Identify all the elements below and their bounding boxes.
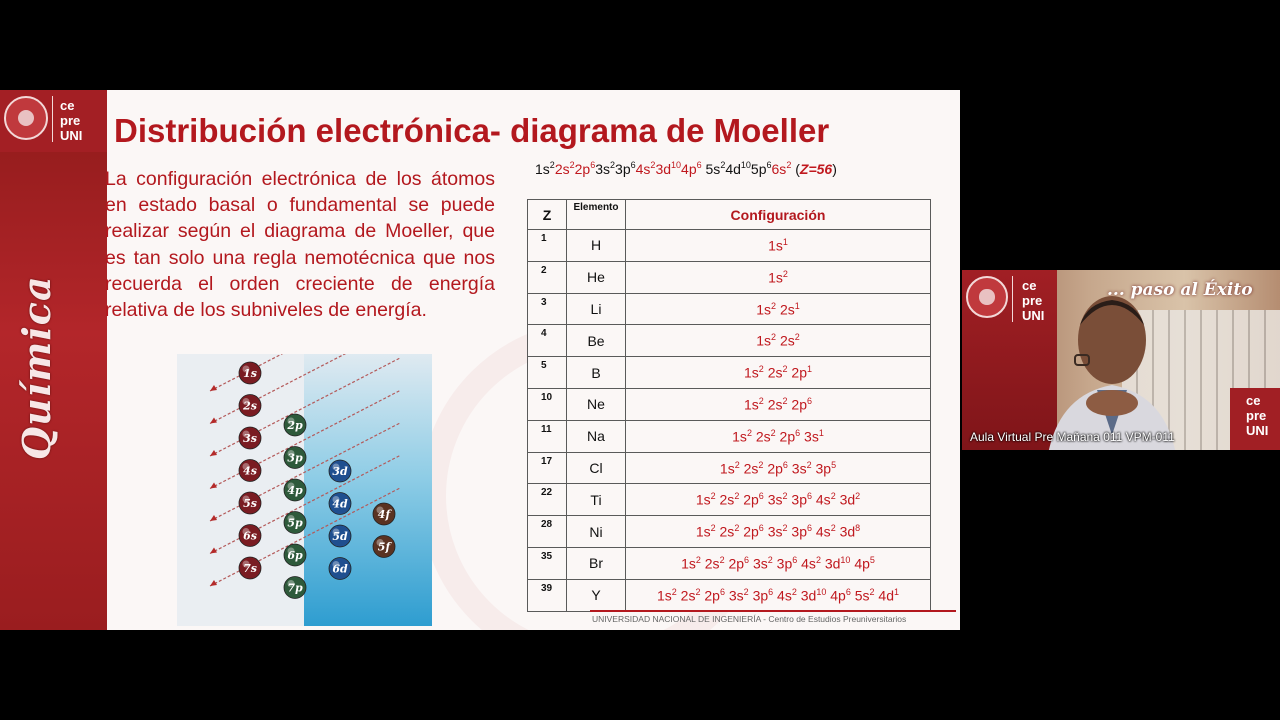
atomic-number-label: Z=56 [799,161,833,177]
footer-rule [590,610,956,612]
configuration-term: $3s^2$ [595,160,616,177]
logo-text-2: pre [60,113,81,128]
table-row [528,420,931,452]
table-row [528,293,931,325]
svg-text:1s: 1s [243,367,257,380]
moeller-diagram-svg [177,354,432,626]
cell-z: 28 [528,516,567,548]
configuration-term: $4p^6$ [681,160,702,177]
configuration-term: $4s^2$ [635,160,656,177]
participant-video-tile[interactable] [962,270,1280,450]
table-row [528,325,931,357]
logo-divider [52,96,53,142]
cell-element: Ne [567,388,626,420]
electron-configuration-example: $1s^22s^22p^63s^23p^64s^23d^{10}4p^6$ $5s^24d^{10}5p^66s^2$ (Z=56) [535,160,837,177]
diagram-diagonal-line [210,423,400,521]
cell-configuration: $1s^2$ $2s^2$ $2p^6$ $3s^2$ $3p^6$ $4s^2$ $3d^8$ [626,516,931,548]
slide-title: Distribución electrónica- diagrama de Moeller [114,112,830,149]
diagram-diagonal-line [210,391,400,489]
cell-element: Ti [567,484,626,516]
electron-configuration-table [527,199,931,612]
table-row [528,579,931,611]
participant-name-label: Aula Virtual Pre Mañana 011 VPM-011 [970,430,1175,444]
cell-configuration: $1s^2$ $2s^1$ [626,293,931,325]
svg-text:2p: 2p [287,419,303,432]
cell-z: 2 [528,261,567,293]
cell-configuration: $1s^2$ $2s^2$ $2p^6$ $3s^2$ $3p^6$ $4s^2$ $3d^{10}$ $4p^5$ [626,547,931,579]
svg-text:5p: 5p [287,516,303,530]
video-logo-2 [1230,388,1280,450]
svg-text:4d: 4d [332,497,348,511]
svg-text:3p: 3p [287,451,303,465]
cell-configuration: $1s^2$ $2s^2$ [626,325,931,357]
diagram-diagonal-line [210,358,400,456]
svg-text:5f: 5f [377,540,391,554]
svg-text:6s: 6s [243,529,257,543]
table-row [528,230,931,262]
video-logo-text-2: pre [1022,293,1043,308]
configuration-term: $5p^6$ [750,160,772,177]
cell-element: Cl [567,452,626,484]
video-logo2-text-2: pre [1246,408,1267,423]
orbital-7s [239,557,261,579]
slide-paragraph: La configuración electrónica de los átomos en estado basal o fundamental se puede realizar según el diagrama de Moeller, que es tan solo una regla nemotécnica que nos recuerda el orden creciente de energía relativa de los subniveles de energía. [105,168,495,322]
cell-configuration: $1s^2$ $2s^2$ $2p^6$ $3s^1$ [626,420,931,452]
svg-text:6p: 6p [287,549,303,562]
video-logo-text-3: UNI [1022,308,1045,323]
configuration-terms [535,161,791,177]
svg-text:7s: 7s [243,562,257,575]
diagram-diagonal-line [210,456,400,554]
column-header-element: Elemento [567,200,626,230]
cell-configuration: $1s^2$ $2s^2$ $2p^1$ [626,357,931,389]
cell-configuration: $1s^2$ $2s^2$ $2p^6$ $3s^2$ $3p^5$ [626,452,931,484]
cell-element: Li [567,293,626,325]
configuration-term: $3d^{10}$ [655,160,682,177]
cell-z: 17 [528,452,567,484]
orbital-5s [239,492,261,514]
orbital-6d [329,558,351,580]
diagram-diagonal-line [210,488,400,586]
orbital-6s [239,525,261,547]
presenter-silhouette [1047,285,1177,450]
configuration-term: $1s^2$ [535,160,555,177]
video-slogan: ... paso al Éxito [1107,280,1253,300]
cell-z: 10 [528,388,567,420]
cell-element: B [567,357,626,389]
svg-text:3s: 3s [243,432,257,445]
cell-configuration: $1s^1$ [626,230,931,262]
cell-element: H [567,230,626,262]
orbital-1s [239,362,261,384]
svg-text:5d: 5d [332,530,348,543]
cell-configuration: $1s^2$ $2s^2$ $2p^6$ $3s^2$ $3p^6$ $4s^2$ $3d^2$ [626,484,931,516]
cell-element: Y [567,579,626,611]
video-banner-red [962,270,1057,450]
cell-z: 3 [528,293,567,325]
cepre-uni-logo [0,90,107,152]
configuration-term: $5s^2$ [701,160,726,177]
orbital-3p [284,447,306,469]
cell-z: 4 [528,325,567,357]
cell-z: 39 [528,579,567,611]
video-logo2-text-1: ce [1246,393,1261,408]
table-row [528,357,931,389]
cell-element: Na [567,420,626,452]
cell-configuration: $1s^2$ [626,261,931,293]
svg-text:4p: 4p [287,484,303,497]
orbital-5p [284,512,306,534]
table-header-row [528,200,931,230]
orbital-4p [284,479,306,501]
cell-configuration: $1s^2$ $2s^2$ $2p^6$ $3s^2$ $3p^6$ $4s^2$ $3d^{10}$ $4p^6$ $5s^2$ $4d^1$ [626,579,931,611]
orbital-7p [284,577,306,599]
orbital-2s [239,395,261,417]
orbital-4s [239,460,261,482]
configuration-term: $3p^6$ [615,160,636,177]
svg-text:6d: 6d [332,562,348,576]
orbital-5d [329,525,351,547]
configuration-term: $6s^2$ [771,160,792,177]
cell-z: 11 [528,420,567,452]
cell-z: 35 [528,547,567,579]
cell-element: Br [567,547,626,579]
logo-text-3: UNI [60,128,83,143]
table-row [528,484,931,516]
moeller-diagram [177,354,432,626]
column-header-configuration: Configuración [626,200,931,230]
orbital-4d [329,493,351,515]
cell-configuration: $1s^2$ $2s^2$ $2p^6$ [626,388,931,420]
orbital-5f [373,536,395,558]
table-row [528,547,931,579]
table-row [528,388,931,420]
video-logo2-text-3: UNI [1246,423,1269,438]
cell-z: 22 [528,484,567,516]
table-row [528,452,931,484]
logo-text-1: ce [60,98,75,113]
cell-element: Be [567,325,626,357]
table-row [528,516,931,548]
slide-sidebar-strip [0,90,107,630]
orbital-3d [329,460,351,482]
orbital-6p [284,544,306,566]
configuration-term: $4d^{10}$ [725,160,751,177]
svg-text:4s: 4s [243,464,257,478]
sidebar-subject [14,260,59,460]
svg-text:3d: 3d [332,465,348,478]
cell-z: 5 [528,357,567,389]
sidebar-subject-text: Química [14,275,59,460]
logo-divider [1012,276,1013,322]
orbital-2p [284,414,306,436]
svg-text:5s: 5s [243,497,257,510]
cell-element: He [567,261,626,293]
configuration-term: $2p^6$ [574,160,596,177]
orbital-4f [373,503,395,525]
slide-footer: UNIVERSIDAD NACIONAL DE INGENIERÍA - Centro de Estudios Preuniversitarios [592,614,907,624]
configuration-term: $2s^2$ [554,160,575,177]
table-row [528,261,931,293]
uni-seal-icon [4,96,48,140]
uni-seal-icon [966,276,1008,318]
diagram-diagonal-line [210,354,400,424]
cell-z: 1 [528,230,567,262]
video-logo-text-1: ce [1022,278,1037,293]
cell-element: Ni [567,516,626,548]
svg-text:4f: 4f [377,508,391,521]
svg-text:7p: 7p [287,581,303,595]
svg-text:2s: 2s [243,399,257,413]
orbital-3s [239,427,261,449]
column-header-z: Z [528,200,567,230]
presentation-slide [0,90,960,630]
